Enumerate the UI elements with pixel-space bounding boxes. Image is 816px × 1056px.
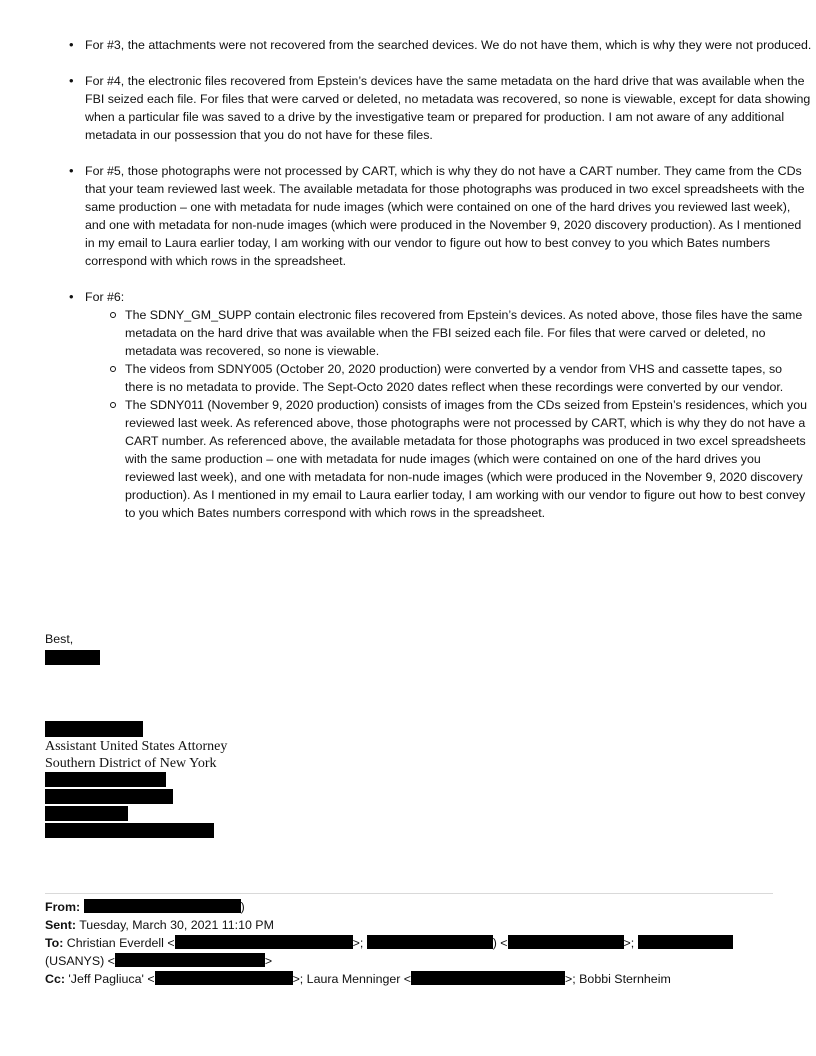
item-6-label: For #6: <box>85 290 125 304</box>
response-list <box>45 36 813 540</box>
redacted-address-line <box>45 789 173 804</box>
redacted-recipient <box>638 935 733 949</box>
sent-line <box>45 916 785 934</box>
redacted-email <box>45 823 214 838</box>
cc-name-sternheim: >; Bobbi Sternheim <box>565 972 671 986</box>
redacted-recipient <box>367 935 493 949</box>
from-tail: ) <box>240 900 245 914</box>
list-item <box>85 72 813 144</box>
redacted-email <box>175 935 353 949</box>
sub-list-item <box>125 360 813 396</box>
item-5-text: For #5, those photographs were not processed by CART, which is why they do not have a CART number. They came from the CDs that your team reviewed last week. The available metadata for those photographs was produced in two excel spreadsheets with the same production – one with metadata for nude images (which were contained on one of the hard drives you reviewed last week), and one with metadata for non-nude images (which were produced in the November 9, 2020 discovery production). As I mentioned in my email to Laura earlier today, I am working with our vendor to figure out how to best convey to you which Bates numbers correspond with which rows in the spreadsheet. <box>85 164 805 268</box>
redacted-sender <box>84 899 241 913</box>
redacted-address-line <box>45 772 166 787</box>
to-label: To: <box>45 936 64 950</box>
sub-item-text: The videos from SDNY005 (October 20, 2020 production) were converted by a vendor from VHS and cassette tapes, so there is no metadata to provide. The Sept-Octo 2020 dates reflect when these recordings were converted by our vendor. <box>125 362 784 394</box>
from-label: From: <box>45 900 81 914</box>
redacted-email <box>155 971 293 985</box>
cc-name-menninger: >; Laura Menninger < <box>292 972 412 986</box>
redacted-signature-name <box>45 721 143 737</box>
to-separator: >; <box>352 936 364 950</box>
signature-office: Southern District of New York <box>45 756 217 771</box>
to-line <box>45 934 785 952</box>
redacted-phone <box>45 806 128 821</box>
redacted-name <box>45 650 100 665</box>
to-line-2 <box>45 952 785 970</box>
item-6-sublist <box>85 306 813 522</box>
email-header <box>45 898 785 988</box>
sent-value: Tuesday, March 30, 2021 11:10 PM <box>79 918 274 932</box>
redacted-email <box>411 971 565 985</box>
to-name-everdell: Christian Everdell < <box>66 936 175 950</box>
sub-list-item <box>125 396 813 522</box>
item-4-text: For #4, the electronic files recovered from Epstein’s devices have the same metadata on the hard drive that was available when the FBI seized each file. For files that were carved or deleted, no metadata was recovered, so none is viewable, except for data showing when a particular file was saved to a drive by the investigative team or prepared for production. I am not aware of any additional metadata in our possession that you do not have for these files. <box>85 74 811 142</box>
sub-list-item <box>125 306 813 360</box>
redacted-email <box>508 935 624 949</box>
sub-item-text: The SDNY011 (November 9, 2020 production) consists of images from the CDs seized from Epstein’s residences, which you reviewed last week. As referenced above, those photographs were not processed by CART, which is why they do not have a CART number. As referenced above, the available metadata for those photographs was produced in two excel spreadsheets with the same production – one with metadata for nude images (which were contained on one of the hard drives you reviewed last week), and one with metadata for non-nude images (which were produced in the November 9, 2020 discovery production). As I mentioned in my email to Laura earlier today, I am working with our vendor to figure out how to best convey to you which Bates numbers correspond with which rows in the spreadsheet. <box>125 398 808 520</box>
cc-label: Cc: <box>45 972 65 986</box>
to-separator: ) < <box>492 936 508 950</box>
cc-name-pagliuca: 'Jeff Pagliuca' < <box>68 972 155 986</box>
list-item <box>85 288 813 522</box>
item-3-text: For #3, the attachments were not recovered from the searched devices. We do not have them, which is why they were not produced. <box>85 38 812 52</box>
from-line <box>45 898 785 916</box>
closing-text: Best, <box>45 632 74 646</box>
sub-item-text: The SDNY_GM_SUPP contain electronic files recovered from Epstein’s devices. As noted above, those files have the same metadata on the hard drive that was available when the FBI seized each file. For files that were carved or deleted, no metadata was recovered, so none is viewable. <box>125 308 803 358</box>
list-item <box>85 162 813 270</box>
to-separator: >; <box>623 936 635 950</box>
list-item <box>85 36 813 54</box>
signature-title: Assistant United States Attorney <box>45 739 228 754</box>
cc-line <box>45 970 785 988</box>
to-line2-suffix: > <box>264 954 273 968</box>
redacted-email <box>115 953 265 967</box>
sent-label: Sent: <box>45 918 76 932</box>
header-divider <box>45 893 773 894</box>
to-line2-prefix: (USANYS) < <box>45 954 115 968</box>
